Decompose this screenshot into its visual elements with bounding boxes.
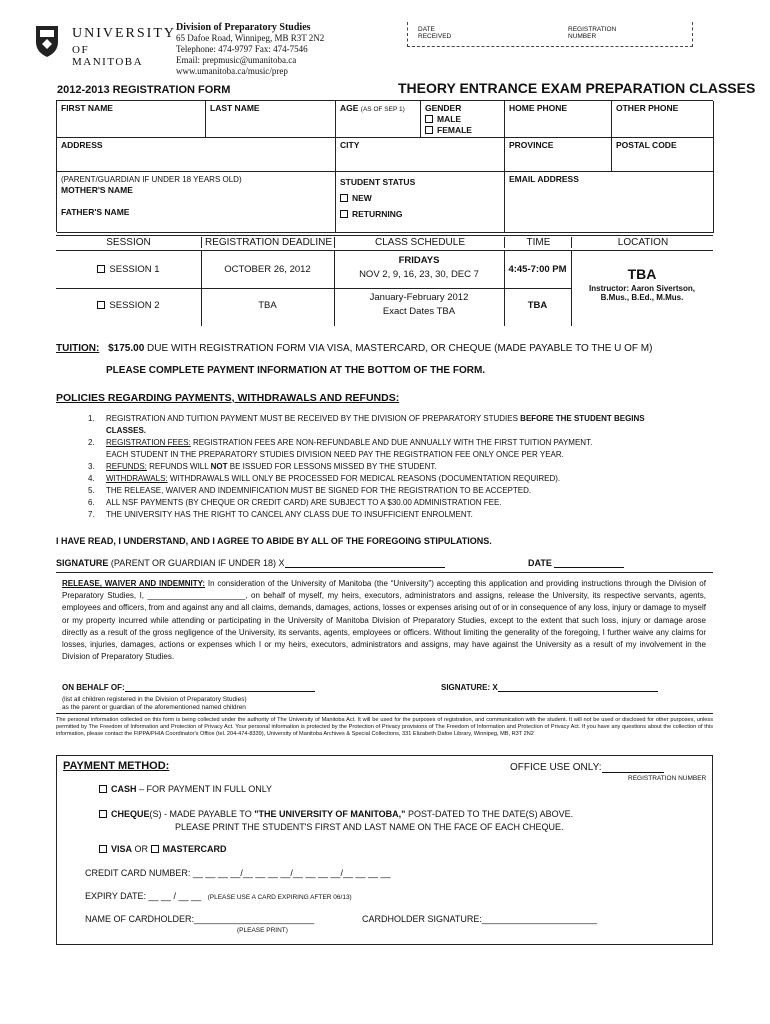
session1-schedule-dates: NOV 2, 9, 16, 23, 30, DEC 7 [359, 269, 479, 280]
payment-box [56, 755, 713, 945]
crest-icon [34, 24, 60, 58]
cheque-checkbox[interactable] [99, 810, 107, 818]
guardian-note: (PARENT/GUARDIAN IF UNDER 18 YEARS OLD) [61, 175, 242, 184]
release-note-2: as the parent or guardian of the aforementioned named children [62, 703, 246, 711]
office-use-line [510, 762, 664, 773]
sessions-table [56, 235, 713, 326]
on-behalf-label: ON BEHALF OF: [62, 683, 125, 692]
tuition-line [56, 343, 652, 354]
visa-checkbox[interactable] [99, 845, 107, 853]
release-box [56, 572, 713, 714]
form-title: 2012-2013 REGISTRATION FORM [57, 84, 231, 96]
office-date-label: DATE [418, 26, 435, 33]
age-note: (AS OF SEP 1) [360, 106, 405, 113]
new-label: NEW [352, 193, 372, 203]
city-field[interactable] [336, 138, 505, 172]
cheque-payee: "THE UNIVERSITY OF MANITOBA," [254, 809, 406, 819]
gender-field [421, 101, 505, 138]
address-label: ADDRESS [61, 140, 103, 150]
please-print-note: (PLEASE PRINT) [237, 927, 288, 934]
first-name-label: FIRST NAME [61, 103, 113, 113]
fathers-name-label: FATHER'S NAME [61, 207, 130, 217]
signature-note: (PARENT OR GUARDIAN IF UNDER 18) X [110, 558, 285, 568]
office-box [407, 22, 693, 47]
cash-checkbox[interactable] [99, 785, 107, 793]
division-block [176, 22, 324, 77]
header-time: TIME [504, 237, 572, 248]
female-checkbox[interactable] [425, 126, 433, 134]
office-reg-label: REGISTRATION [568, 26, 617, 33]
header-location: LOCATION [571, 237, 714, 248]
other-phone-field[interactable] [612, 101, 714, 138]
release-signature-label: SIGNATURE: X [441, 683, 498, 692]
instructor-line1: Instructor: Aaron Sivertson, [589, 284, 695, 293]
card-number-field[interactable]: CREDIT CARD NUMBER: __ __ __ __/__ __ __ __/__ __ __ __/__ __ __ __ [85, 868, 391, 878]
office-received-label: RECEIVED [418, 33, 452, 40]
policy-item-3: 3. REFUNDS: REFUNDS WILL NOT BE ISSUED FOR LESSONS MISSED BY THE STUDENT. [88, 462, 437, 471]
session2-label: SESSION 2 [109, 300, 160, 311]
release-signature-line[interactable] [441, 683, 658, 692]
visa-label: VISA [111, 844, 133, 854]
session2-schedule-line1: January-February 2012 [369, 292, 469, 303]
home-phone-label: HOME PHONE [509, 103, 568, 113]
male-label: MALE [437, 114, 462, 124]
header-schedule: CLASS SCHEDULE [334, 237, 505, 248]
policy-item-1: 1. REGISTRATION AND TUITION PAYMENT MUST BE RECEIVED BY THE DIVISION OF PREPARATORY STUDIES BEFORE THE STUDENT BEGINS CLASSES. [88, 414, 645, 435]
agreement-statement: I HAVE READ, I UNDERSTAND, AND I AGREE TO ABIDE BY ALL OF THE FOREGOING STIPULATIONS. [56, 536, 492, 546]
student-info-grid [56, 100, 713, 232]
gender-female-option[interactable] [425, 125, 500, 136]
session-row-1[interactable] [56, 250, 571, 288]
cheque-text-a: (S) - MADE PAYABLE TO [149, 809, 252, 819]
home-phone-field[interactable] [505, 101, 612, 138]
cheque-label: CHEQUE [111, 809, 150, 819]
session1-label: SESSION 1 [109, 264, 160, 275]
city-label: CITY [340, 140, 360, 150]
division-web: www.umanitoba.ca/music/prep [176, 66, 288, 76]
mastercard-label: MASTERCARD [162, 844, 227, 854]
card-option[interactable] [99, 844, 227, 854]
gender-male-option[interactable] [425, 114, 500, 125]
instructor-line2: B.Mus., B.Ed., M.Mus. [600, 293, 684, 302]
session1-checkbox[interactable] [97, 265, 105, 273]
session2-time: TBA [527, 300, 548, 311]
policy-item-6: 6. ALL NSF PAYMENTS (BY CHEQUE OR CREDIT CARD) ARE SUBJECT TO A $30.00 ADMINISTRATION FEE. [88, 498, 502, 507]
tuition-text: DUE WITH REGISTRATION FORM VIA VISA, MASTERCARD, OR CHEQUE (MADE PAYABLE TO THE U OF M) [147, 343, 653, 354]
office-reg-number: REGISTRATION NUMBER [628, 775, 707, 782]
division-name: Division of Preparatory Studies [176, 22, 311, 33]
policy-item-2: 2. REGISTRATION FEES: REGISTRATION FEES ARE NON-REFUNDABLE AND DUE ANNUALLY WITH THE FIRST TUITION PAYMENT. EACH STUDENT IN THE PREPARATORY STUDIES DIVISION NEED PAY THE REGISTRATION FEE ONLY ONCE PER YEAR. [88, 438, 593, 459]
release-text: In consideration of the University of Manitoba (the “University”) accepting this application and providing instructions through the Division of Preparatory Studies, I, ______________________, on behalf of myself, my heirs, executors, administrators and assigns, release the University, its respective servants, agents, employees and officers, from and against any and all claims, demands, damages, actions, losses or expenses arising out of or in consequence of any loss, injury or damage to myself or my property incurred while attending or participating in the University of Manitoba Division of Preparatory Studies, except to the extent that such loss, injury or damage arose directly as a result of the gross negligence of the University, its servants, agents, employees or officers. Without limiting the generality of the foregoing, I further waive any claims for losses, injuries, damages, actions or expenses which I or my heirs, executors, administrators and assigns, may have against the University as a result of my involvement in the Division of Preparatory Studies. [62, 579, 706, 662]
date-label: DATE [528, 558, 552, 568]
age-field[interactable] [336, 101, 421, 138]
age-label: AGE [340, 103, 359, 113]
signature-label: SIGNATURE [56, 558, 109, 568]
release-heading: RELEASE, WAIVER AND INDEMNITY: [62, 579, 206, 588]
status-returning-option[interactable] [340, 206, 500, 222]
cash-label: CASH [111, 784, 137, 794]
guardian-field[interactable] [57, 172, 336, 233]
release-note-1: (list all children registered in the Division of Preparatory Studies) [62, 696, 247, 703]
policy-item-7: 7. THE UNIVERSITY HAS THE RIGHT TO CANCEL ANY CLASS DUE TO INSUFFICIENT ENROLMENT. [88, 510, 473, 519]
complete-payment-note: PLEASE COMPLETE PAYMENT INFORMATION AT THE BOTTOM OF THE FORM. [106, 365, 486, 376]
first-name-field[interactable] [57, 101, 206, 138]
cheque-option[interactable] [99, 809, 573, 819]
session1-deadline: OCTOBER 26, 2012 [224, 264, 311, 275]
session2-deadline: TBA [258, 300, 277, 311]
header-session: SESSION [106, 237, 151, 248]
student-status-label: STUDENT STATUS [340, 177, 416, 187]
email-field[interactable] [505, 172, 714, 233]
returning-label: RETURNING [352, 209, 403, 219]
session2-checkbox[interactable] [97, 301, 105, 309]
session1-time: 4:45-7:00 PM [508, 264, 567, 275]
tuition-label: TUITION: [56, 343, 100, 354]
policies-heading: POLICIES REGARDING PAYMENTS, WITHDRAWALS AND REFUNDS: [56, 392, 400, 404]
last-name-label: LAST NAME [210, 103, 260, 113]
cardholder-signature-field[interactable]: CARDHOLDER SIGNATURE:_______________________ [362, 914, 597, 924]
other-phone-label: OTHER PHONE [616, 103, 679, 113]
province-label: PROVINCE [509, 140, 554, 150]
cheque-text-b: POST-DATED TO THE DATE(S) ABOVE. [407, 809, 574, 819]
student-status-field [336, 172, 505, 233]
privacy-statement: The personal information collected on this form is being collected under the authority of The University of Manitoba Act. It will be used for the purposes of registration, and communication with the student. It will not be used or disclosed for other purposes, unless permitted by The Freedom of Information and Protection of Privacy Act. Your personal information is protected by the Protection of Privacy provisions of The Freedom of Information and Protection of Privacy Act. If you have any questions about the collection of this information, please contact the FIPPA/PHIA Coordinator's Office (tel. 204-474-8339), University of Manitoba Archives & Special Collections, 331 Elizabeth Dafoe Library, Winnipeg, MB, R3T 2N2 [56, 717, 713, 738]
division-email: Email: prepmusic@umanitoba.ca [176, 55, 297, 65]
postal-code-field[interactable] [612, 138, 714, 172]
or-label: OR [134, 844, 149, 854]
logo-line2: OF MANITOBA [72, 44, 144, 68]
mastercard-checkbox[interactable] [151, 845, 159, 853]
cheque-note: PLEASE PRINT THE STUDENT'S FIRST AND LAST NAME ON THE FACE OF EACH CHEQUE. [175, 822, 564, 832]
expiry-field[interactable]: EXPIRY DATE: __ __ / __ __ [85, 891, 202, 901]
policy-item-4: 4. WITHDRAWALS: WITHDRAWALS WILL ONLY BE PROCESSED FOR MEDICAL REASONS (DOCUMENTATION REQUIRED). [88, 474, 561, 483]
status-new-option[interactable] [340, 190, 500, 206]
payment-heading: PAYMENT METHOD: [63, 760, 170, 772]
office-number-label: NUMBER [568, 33, 597, 40]
email-label: EMAIL ADDRESS [509, 174, 579, 184]
cardholder-name-field[interactable]: NAME OF CARDHOLDER:________________________ [85, 914, 315, 924]
session1-schedule-day: FRIDAYS [398, 255, 440, 266]
expiry-note: (PLEASE USE A CARD EXPIRING AFTER 06/13) [207, 894, 352, 901]
address-field[interactable] [57, 138, 336, 172]
female-label: FEMALE [437, 125, 472, 135]
postal-code-label: POSTAL CODE [616, 140, 677, 150]
date-line[interactable] [528, 558, 624, 568]
mothers-name-label: MOTHER'S NAME [61, 185, 133, 195]
returning-checkbox[interactable] [340, 210, 348, 218]
last-name-field[interactable] [206, 101, 336, 138]
on-behalf-line[interactable] [62, 683, 315, 692]
new-checkbox[interactable] [340, 194, 348, 202]
office-use-label: OFFICE USE ONLY: [510, 762, 602, 773]
location-value: TBA [627, 266, 657, 282]
tuition-amount: $175.00 [108, 343, 145, 354]
logo-line1: UNIVERSITY [72, 26, 176, 41]
policies-list [88, 413, 708, 521]
header-deadline: REGISTRATION DEADLINE [201, 237, 335, 248]
signature-line[interactable] [56, 558, 445, 568]
province-field[interactable] [505, 138, 612, 172]
policy-item-5: 5. THE RELEASE, WAIVER AND INDEMNIFICATION MUST BE SIGNED FOR THE REGISTRATION TO BE ACCEPTED. [88, 486, 532, 495]
cash-option[interactable] [99, 784, 272, 794]
class-title: THEORY ENTRANCE EXAM PREPARATION CLASSES [398, 80, 756, 96]
division-phone: Telephone: 474-9797 Fax: 474-7546 [176, 44, 308, 54]
male-checkbox[interactable] [425, 115, 433, 123]
expiry-line[interactable] [85, 891, 352, 901]
session-row-2[interactable] [56, 288, 571, 326]
gender-label: GENDER [425, 103, 462, 113]
session2-schedule-line2: Exact Dates TBA [382, 306, 456, 317]
cash-text: – FOR PAYMENT IN FULL ONLY [139, 784, 273, 794]
division-address: 65 Dafoe Road, Winnipeg, MB R3T 2N2 [176, 33, 325, 43]
university-logo [34, 22, 176, 68]
